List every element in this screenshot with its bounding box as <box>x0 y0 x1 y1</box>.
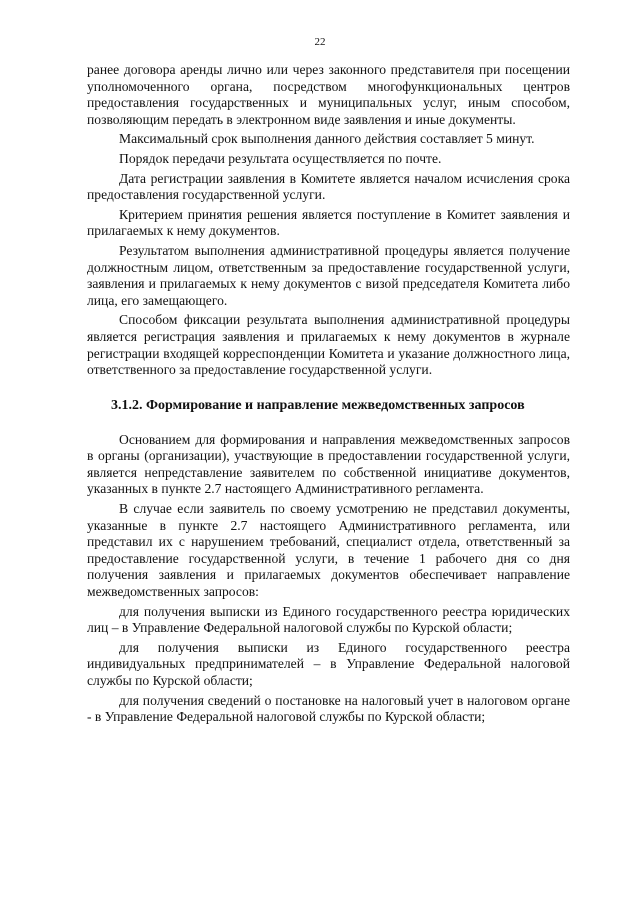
page-number: 22 <box>314 36 326 48</box>
paragraph-decision-criterion: Критерием принятия решения является поступление в Комитет заявления и прилагаемых к нему документов. <box>87 206 570 239</box>
paragraph-registration-date: Дата регистрации заявления в Комитете является началом исчисления срока предоставления государственной услуги. <box>87 170 570 203</box>
paragraph-fixation-method: Способом фиксации результата выполнения административной процедуры является регистрация заявления и прилагаемых к нему документов в журнале регистрации входящей корреспонденции Комитета и указание должностного лица, ответственного за предоставление государственной услуги. <box>87 312 570 378</box>
paragraph-lease-contract: ранее договора аренды лично или через законного представителя при посещении уполномоченного органа, посредством многофункциональных центров предоставления государственных и муниципальных услуг, иным способом, позволяющим передать в электронном виде заявления и иные документы. <box>87 62 570 127</box>
paragraph-procedure-result: Результатом выполнения административной процедуры является получение должностным лицом, ответственным за предоставление государственной услуги, заявления и прилагаемых к нему документов с визой председателя Комитета либо лица, его замещающего. <box>87 242 570 308</box>
paragraph-result-delivery: Порядок передачи результата осуществляется по почте. <box>119 150 442 166</box>
document-body <box>87 62 570 729</box>
paragraph-basis: Основанием для формирования и направления межведомственных запросов в органы (организации), участвующие в предоставлении государственной услуги, является непредставление заявителем по собственной инициативе документов, указанных в пункте 2.7 настоящего Административного регламента. <box>87 431 570 497</box>
paragraph-case-not-submitted: В случае если заявитель по своему усмотрению не представил документы, указанные в пункте 2.7 настоящего Административного регламента, или представил их с нарушением требований, специалист отдела, ответственный за предоставление государственной услуги, в течение 1 рабочего дня со дня получения заявления и прилагаемых документов обеспечивает направление межведомственных запросов: <box>87 501 570 600</box>
list-item-entrepreneurs: для получения выписки из Единого государственного реестра индивидуальных предпринимателей – в Управление Федеральной налоговой службы по Курской области; <box>87 639 570 688</box>
section-heading: 3.1.2. Формирование и направление межведомственных запросов <box>111 397 525 413</box>
list-item-tax-registration: для получения сведений о постановке на налоговый учет в налоговом органе - в Управление Федеральной налоговой службы по Курской области; <box>87 692 570 725</box>
list-item-legal-entities: для получения выписки из Единого государственного реестра юридических лиц – в Управление Федеральной налоговой службы по Курской области; <box>87 603 570 636</box>
paragraph-max-duration: Максимальный срок выполнения данного действия составляет 5 минут. <box>119 131 535 147</box>
